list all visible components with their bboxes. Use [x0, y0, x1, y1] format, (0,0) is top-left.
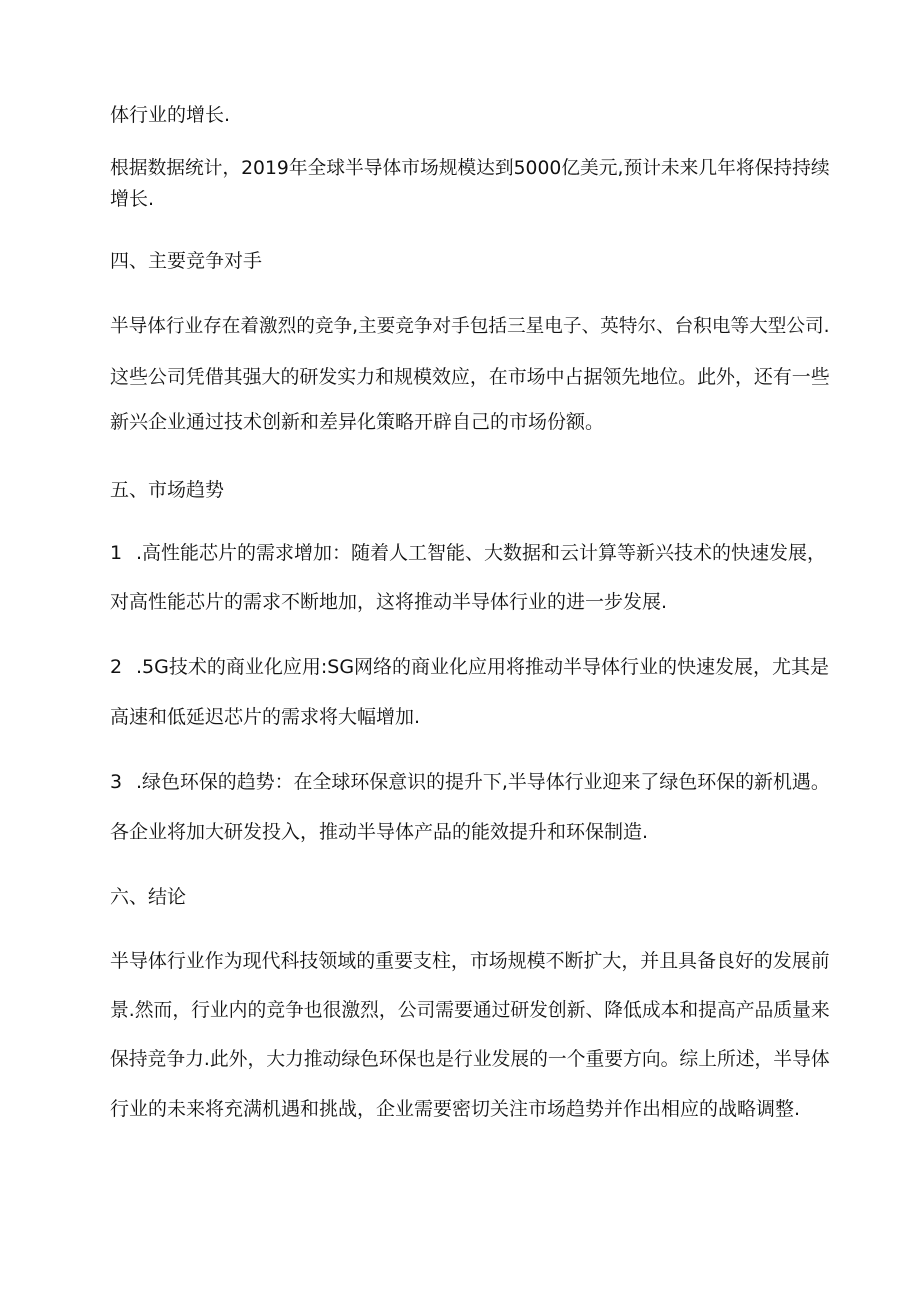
- paragraph-market-stats-line-1: 根据数据统计，2019年全球半导体市场规模达到5000亿美元,预计未来几年将保持持续: [110, 158, 830, 179]
- list-item-2-line-2: 高速和低延迟芯片的需求将大幅增加.: [110, 706, 421, 728]
- section-heading-trends: 五、市场趋势: [110, 479, 225, 501]
- paragraph-conclusion-line-2: 景.然而，行业内的竞争也很激烈，公司需要通过研发创新、降低成本和提高产品质量来: [110, 1000, 830, 1021]
- list-item-1-line-1: [110, 541, 830, 565]
- paragraph-competitors-line-1: 半导体行业存在着激烈的竞争,主要竞争对手包括三星电子、英特尔、台积电等大型公司.: [110, 316, 830, 337]
- paragraph-competitors-line-2: 这些公司凭借其强大的研发实力和规模效应，在市场中占据领先地位。此外，还有一些: [110, 366, 830, 388]
- paragraph-conclusion-line-1: 半导体行业作为现代科技领域的重要支柱，市场规模不断扩大，并且具备良好的发展前: [110, 950, 830, 972]
- list-item-2-line-1: [110, 655, 830, 679]
- list-item-1-number: 1: [110, 542, 123, 564]
- paragraph-competitors-line-3: 新兴企业通过技术创新和差异化策略开辟自己的市场份额。: [110, 411, 605, 433]
- paragraph-continuation: 体行业的增长.: [110, 104, 231, 126]
- section-heading-competitors: 四、主要竞争对手: [110, 250, 263, 272]
- paragraph-conclusion-line-4: 行业的未来将充满机遇和挑战，企业需要密切关注市场趋势并作出相应的战略调整.: [110, 1098, 801, 1120]
- list-item-2-text: .5G技术的商业化应用:SG网络的商业化应用将推动半导体行业的快速发展，尤其是: [136, 656, 830, 678]
- list-item-2-number: 2: [110, 656, 123, 678]
- list-item-3-number: 3: [110, 771, 123, 793]
- paragraph-conclusion-line-3: 保持竞争力.此外，大力推动绿色环保也是行业发展的一个重要方向。综上所述，半导体: [110, 1049, 830, 1070]
- list-item-3-line-1: [110, 770, 830, 794]
- list-item-3-line-2: 各企业将加大研发投入，推动半导体产品的能效提升和环保制造.: [110, 821, 649, 843]
- paragraph-market-stats-line-2: 增长.: [110, 188, 155, 210]
- list-item-1-line-2: 对高性能芯片的需求不断地加，这将推动半导体行业的进一步发展.: [110, 591, 668, 613]
- list-item-1-text: .高性能芯片的需求增加：随着人工智能、大数据和云计算等新兴技术的快速发展，: [136, 542, 827, 564]
- list-item-3-text: .绿色环保的趋势：在全球环保意识的提升下,半导体行业迎来了绿色环保的新机遇。: [136, 771, 830, 793]
- section-heading-conclusion: 六、结论: [110, 886, 187, 908]
